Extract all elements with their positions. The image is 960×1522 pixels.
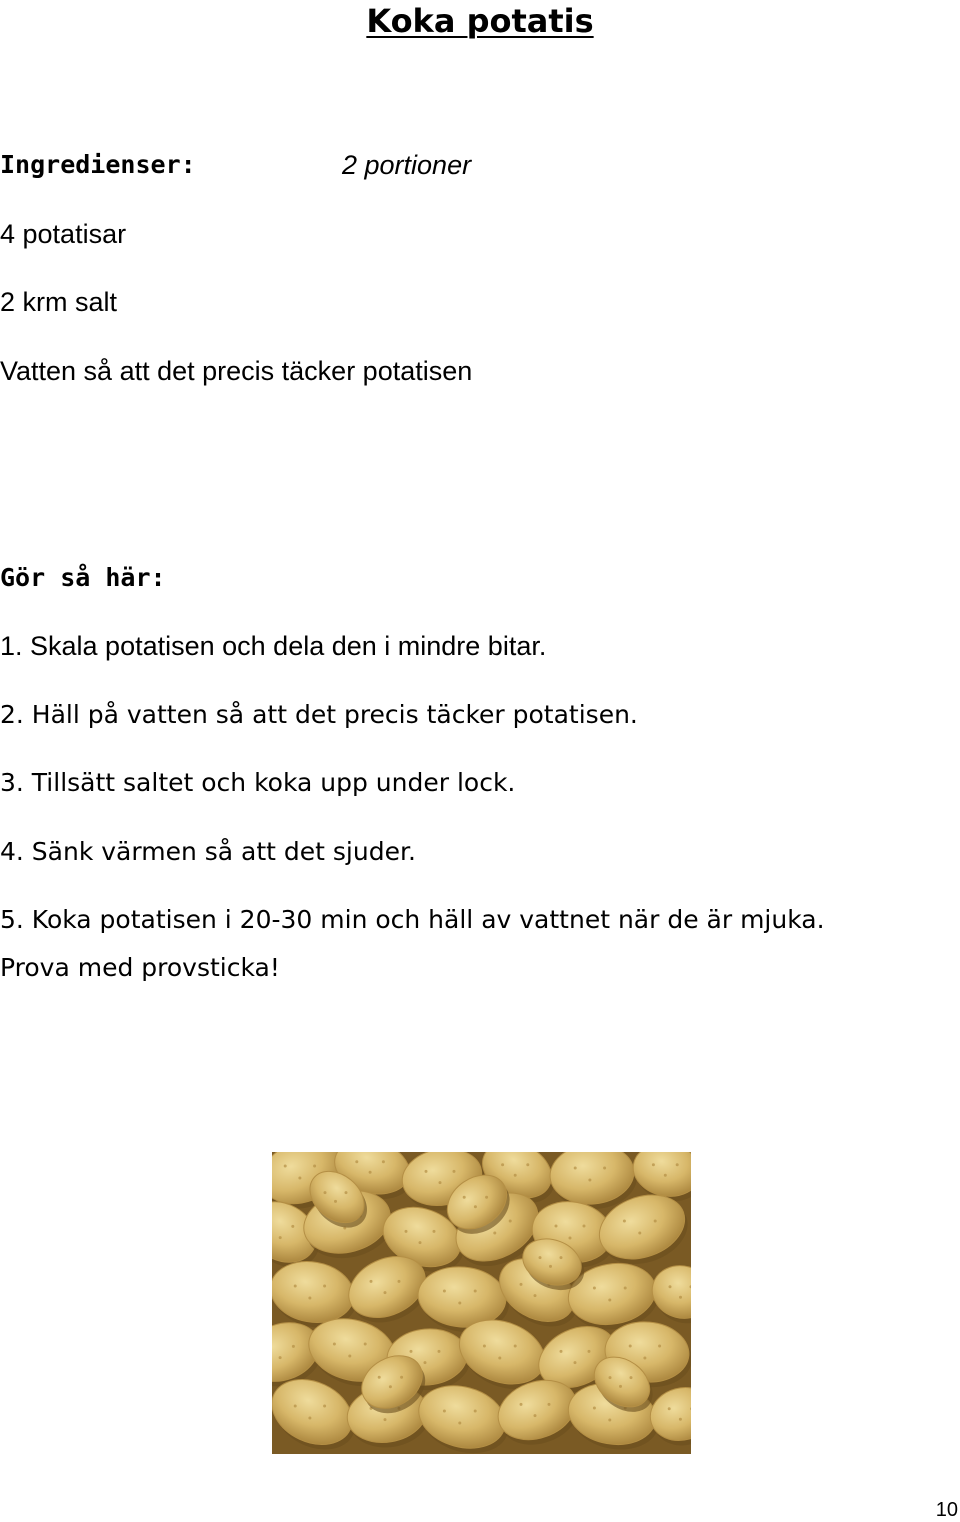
page-title: Koka potatis <box>366 2 594 40</box>
potato-eye <box>583 1225 586 1228</box>
step-item: 3. Tillsätt saltet och koka upp under lock. <box>0 768 516 797</box>
ingredient-item: 4 potatisar <box>0 219 127 249</box>
potato-eye <box>574 1167 577 1170</box>
potato-eye <box>534 1414 537 1417</box>
potato-eye <box>483 1345 486 1348</box>
potato-eye <box>608 1299 611 1302</box>
potato-eye <box>668 1407 671 1410</box>
ingredient-item: Vatten så att det precis täcker potatisen <box>0 356 473 386</box>
potato-eye <box>370 1280 373 1283</box>
potato-eye <box>443 1290 446 1293</box>
ingredient-item: 2 krm salt <box>0 287 118 317</box>
potato-eye <box>308 1297 311 1300</box>
potato-eye <box>588 1350 591 1353</box>
potato-eye <box>652 1163 655 1166</box>
potato-eye <box>560 1256 563 1259</box>
potato-eye <box>619 1385 622 1388</box>
potato-eye <box>526 1163 529 1166</box>
potato-eye <box>419 1241 422 1244</box>
potato-eye <box>548 1403 551 1406</box>
potato-eye <box>378 1376 381 1379</box>
potato-eye <box>474 1290 477 1293</box>
potato-eye <box>389 1385 392 1388</box>
step-item: 4. Sänk värmen så att det sjuder. <box>0 837 416 866</box>
potatoes-illustration <box>272 1152 691 1454</box>
potato-eye <box>284 1165 287 1168</box>
potato-eye <box>549 1265 552 1268</box>
potato-eye <box>324 1191 327 1194</box>
potato-eye <box>560 1350 563 1353</box>
potato-eye <box>463 1196 466 1199</box>
potato-eye <box>384 1418 387 1421</box>
steps-label: Gör så här: <box>0 563 166 592</box>
page-number: 10 <box>935 1499 958 1521</box>
potato-eye <box>410 1350 413 1353</box>
portions-text: 2 portioner <box>342 150 472 180</box>
potato-eye <box>623 1220 626 1223</box>
potato-eye <box>348 1355 351 1358</box>
step-note: Prova med provsticka! <box>0 953 280 982</box>
potato-eye <box>438 1350 441 1353</box>
potato-eye <box>323 1285 326 1288</box>
potato-eye <box>474 1410 477 1413</box>
potato-eye <box>593 1407 596 1410</box>
potato-eye <box>658 1345 661 1348</box>
ingredients-label: Ingredienser: <box>0 150 196 179</box>
potato-eye <box>458 1302 461 1305</box>
potato-eye <box>501 1163 504 1166</box>
potato-eye <box>534 1294 537 1297</box>
potato-eye <box>588 1179 591 1182</box>
potato-eye <box>424 1361 427 1364</box>
potato-eye <box>493 1232 496 1235</box>
potato-eye <box>364 1343 367 1346</box>
potatoes-photo <box>272 1152 691 1454</box>
potato-eye <box>679 1296 682 1299</box>
potato-eye <box>279 1236 282 1239</box>
potato-eye <box>384 1291 387 1294</box>
potato-eye <box>520 1403 523 1406</box>
potato-eye <box>443 1410 446 1413</box>
potato-eye <box>643 1357 646 1360</box>
potato-eye <box>624 1287 627 1290</box>
potato-eye <box>474 1205 477 1208</box>
potato-eye <box>669 1285 672 1288</box>
potato-eye <box>345 1191 348 1194</box>
potato-eye <box>498 1357 501 1360</box>
potato-eye <box>400 1376 403 1379</box>
potato-eye <box>539 1256 542 1259</box>
step-item: 5. Koka potatisen i 20-30 min och häll av vattnet när de är mjuka. <box>0 905 825 934</box>
potato-eye <box>333 1343 336 1346</box>
potato-eye <box>369 1171 372 1174</box>
potato-eye <box>355 1160 358 1163</box>
potato-eye <box>294 1405 297 1408</box>
potato-eye <box>603 1167 606 1170</box>
potato-eye <box>334 1200 337 1203</box>
potato-eye <box>520 1283 523 1286</box>
potato-eye <box>298 1177 301 1180</box>
potato-eye <box>382 1160 385 1163</box>
potato-eye <box>654 1220 657 1223</box>
potato-eye <box>609 1376 612 1379</box>
potato-eye <box>439 1181 442 1184</box>
potato-eye <box>405 1230 408 1233</box>
potato-eye <box>569 1237 572 1240</box>
potato-eye <box>485 1196 488 1199</box>
potato-eye <box>574 1361 577 1364</box>
potato-eye <box>279 1356 282 1359</box>
potato-eye <box>555 1225 558 1228</box>
potato-eye <box>629 1345 632 1348</box>
potato-eye <box>398 1280 401 1283</box>
potato-eye <box>664 1174 667 1177</box>
step-item: 2. Häll på vatten så att det precis täcker potatisen. <box>0 700 638 729</box>
potato-eye <box>676 1163 679 1166</box>
potato-eye <box>292 1345 295 1348</box>
potato-eye <box>313 1165 316 1168</box>
potato-eye <box>638 1232 641 1235</box>
potato-eye <box>453 1170 456 1173</box>
potato-eye <box>458 1422 461 1425</box>
potato-eye <box>425 1170 428 1173</box>
potato-eye <box>323 1405 326 1408</box>
potato-eye <box>608 1419 611 1422</box>
potato-eye <box>593 1287 596 1290</box>
potato-eye <box>509 1220 512 1223</box>
potato-eye <box>294 1285 297 1288</box>
potato-eye <box>514 1345 517 1348</box>
step-item: 1. Skala potatisen och dela den i mindre bitar. <box>0 631 547 661</box>
potato-eye <box>679 1418 682 1421</box>
potato-eye <box>433 1230 436 1233</box>
potato-eye <box>630 1376 633 1379</box>
potato-eye <box>308 1417 311 1420</box>
potato-eye <box>291 1225 294 1228</box>
potato-eye <box>514 1174 517 1177</box>
